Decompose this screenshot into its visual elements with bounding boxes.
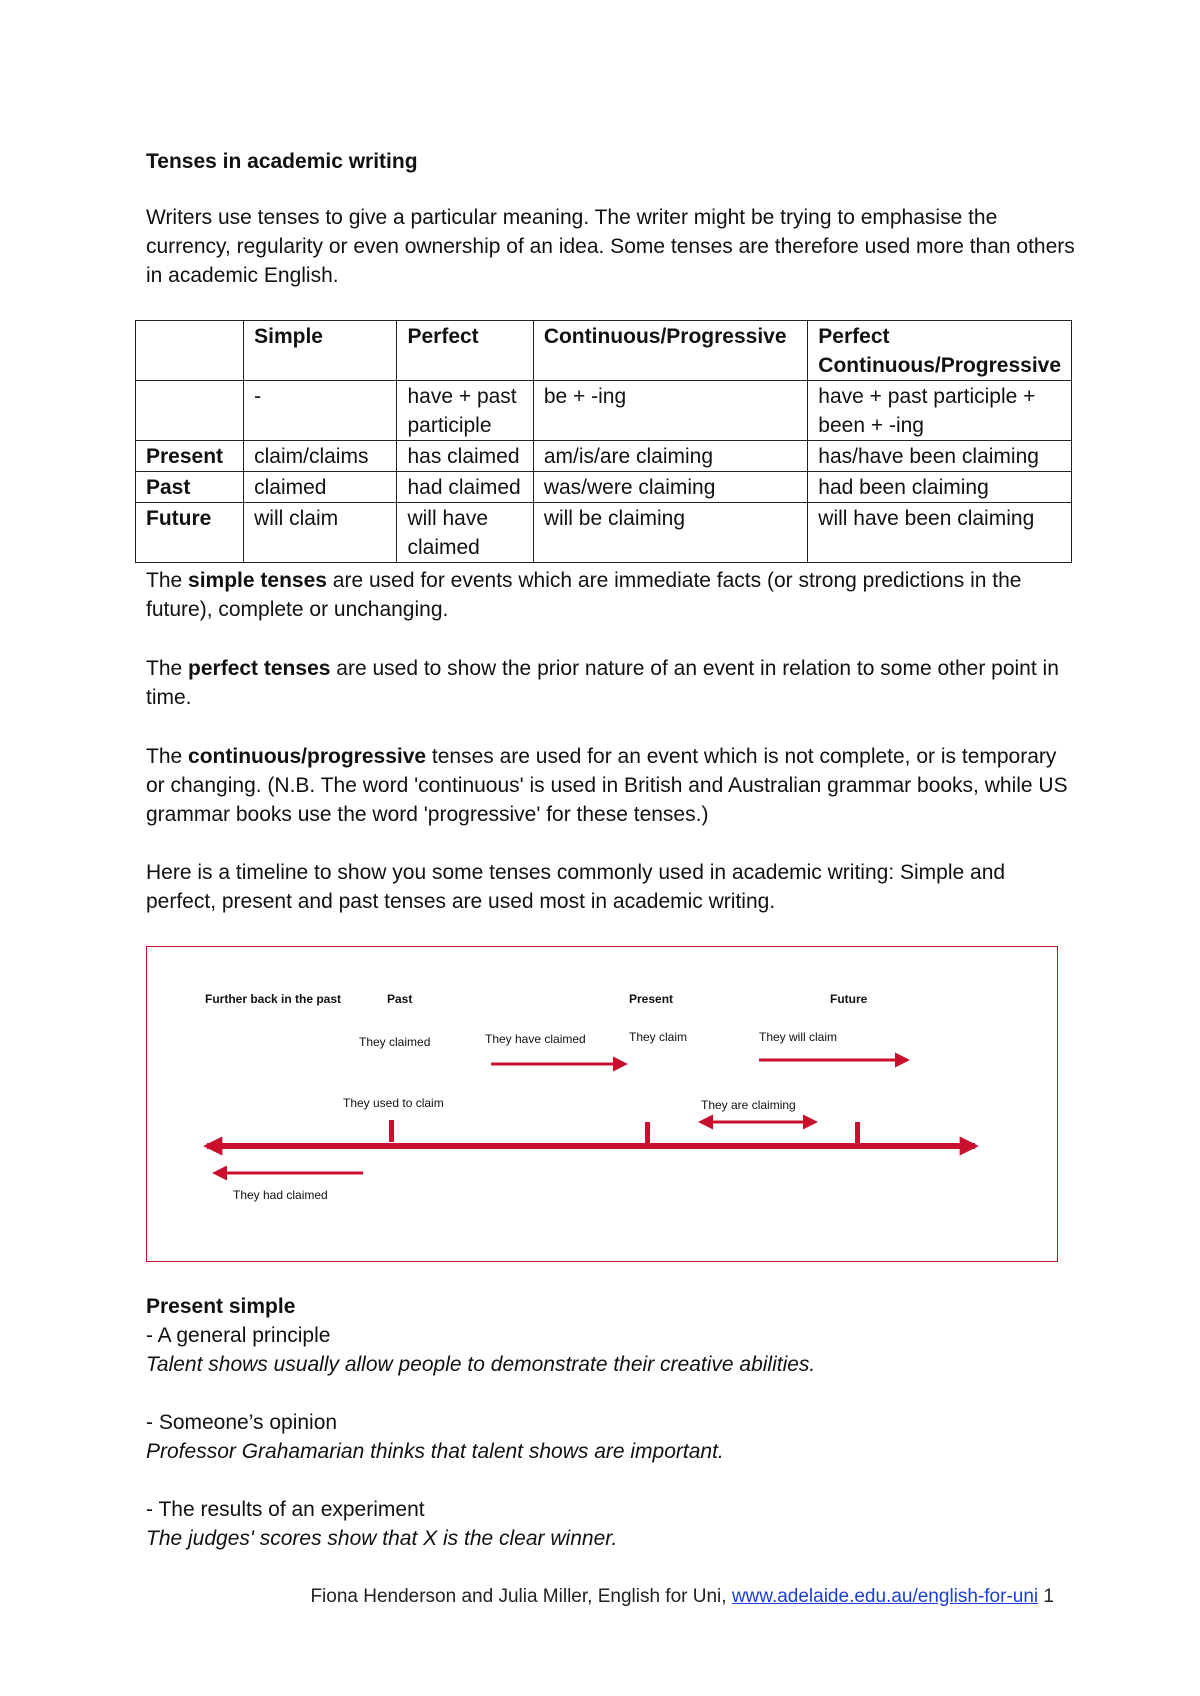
intro-paragraph: Writers use tenses to give a particular meaning. The writer might be trying to emphasise the currency, regularity or even ownership of an idea. Some tenses are therefore used more than others in academic English. bbox=[146, 206, 1075, 287]
table-cell: claimed bbox=[244, 472, 397, 503]
table-cell: will be claiming bbox=[533, 503, 807, 563]
table-row-label: Past bbox=[136, 472, 244, 503]
they-are-claiming-label: They are claiming bbox=[701, 1098, 796, 1112]
footer-text: Fiona Henderson and Julia Miller, English for Uni, bbox=[310, 1586, 732, 1607]
continuous-tenses-paragraph bbox=[146, 742, 1076, 829]
timeline-figure bbox=[146, 946, 1058, 1262]
table-header-cell: Simple bbox=[244, 321, 397, 381]
usage-example: Talent shows usually allow people to demonstrate their creative abilities. bbox=[146, 1353, 816, 1376]
tenses-table bbox=[135, 320, 1072, 563]
perfect-tenses-paragraph bbox=[146, 654, 1076, 712]
further-back-label: Further back in the past bbox=[205, 992, 342, 1006]
they-used-to-claim-label: They used to claim bbox=[343, 1096, 444, 1110]
future-tick-marker bbox=[855, 1122, 860, 1144]
table-header-cell: Continuous/Progressive bbox=[533, 321, 807, 381]
table-cell: has/have been claiming bbox=[808, 441, 1072, 472]
past-tick-marker bbox=[389, 1120, 394, 1142]
table-cell: be + -ing bbox=[533, 381, 807, 441]
usage-point: - A general principle bbox=[146, 1324, 331, 1347]
usage-point: - The results of an experiment bbox=[146, 1498, 425, 1521]
paragraph-text: are used to show the prior nature of an event in relation to some other point in time. bbox=[146, 657, 1059, 709]
timeline-intro-paragraph: Here is a timeline to show you some tenses commonly used in academic writing: Simple and perfect, present and past tenses are used most in academic writing. bbox=[146, 861, 1006, 913]
table-row-label: Present bbox=[136, 441, 244, 472]
table-row bbox=[136, 503, 1072, 563]
future-label: Future bbox=[830, 992, 868, 1006]
table-cell: - bbox=[244, 381, 397, 441]
table-header-row bbox=[136, 321, 1072, 381]
table-cell: will have been claiming bbox=[808, 503, 1072, 563]
they-will-claim-label: They will claim bbox=[759, 1030, 838, 1044]
table-form-row bbox=[136, 381, 1072, 441]
table-header-cell bbox=[136, 321, 244, 381]
usage-example: Professor Grahamarian thinks that talent shows are important. bbox=[146, 1440, 724, 1463]
table-cell: has claimed bbox=[397, 441, 533, 472]
table-row bbox=[136, 472, 1072, 503]
table-cell bbox=[136, 381, 244, 441]
table-cell: will claim bbox=[244, 503, 397, 563]
table-header-cell: Perfect bbox=[397, 321, 533, 381]
past-label: Past bbox=[387, 992, 413, 1006]
they-have-claimed-label: They have claimed bbox=[485, 1032, 586, 1046]
table-cell: claim/claims bbox=[244, 441, 397, 472]
table-cell: am/is/are claiming bbox=[533, 441, 807, 472]
table-cell: have + past participle + been + -ing bbox=[808, 381, 1072, 441]
table-cell: have + past participle bbox=[397, 381, 533, 441]
they-claimed-label: They claimed bbox=[359, 1035, 431, 1049]
paragraph-text: The bbox=[146, 745, 189, 768]
paragraph-bold-term: perfect tenses bbox=[188, 657, 331, 680]
footer-link[interactable]: www.adelaide.edu.au/english-for-uni bbox=[731, 1586, 1039, 1607]
table-header-cell: Perfect Continuous/Progressive bbox=[808, 321, 1072, 381]
paragraph-text: The bbox=[146, 657, 189, 680]
section-heading: Present simple bbox=[146, 1295, 296, 1318]
table-cell: was/were claiming bbox=[533, 472, 807, 503]
paragraph-bold-term: continuous/progressive bbox=[188, 745, 427, 768]
usage-point: - Someone’s opinion bbox=[146, 1411, 338, 1434]
paragraph-text: are used for events which are immediate facts (or strong predictions in the future), complete or unchanging. bbox=[146, 569, 1022, 621]
table-row bbox=[136, 441, 1072, 472]
table-row-label: Future bbox=[136, 503, 244, 563]
paragraph-text: The bbox=[146, 569, 189, 592]
paragraph-text: tenses are used for an event which is not complete, or is temporary or changing. (N.B. The word 'continuous' is used in British and Australian grammar books, while US grammar books use the word 'progressive' for these tenses.) bbox=[146, 745, 1068, 826]
table-cell: had claimed bbox=[397, 472, 533, 503]
present-tick-marker bbox=[645, 1122, 650, 1144]
they-had-claimed-label: They had claimed bbox=[233, 1188, 328, 1202]
page-title: Tenses in academic writing bbox=[146, 150, 418, 173]
table-cell: had been claiming bbox=[808, 472, 1072, 503]
timeline-diagram bbox=[147, 947, 1059, 1263]
table-cell: will have claimed bbox=[397, 503, 533, 563]
present-simple-section bbox=[146, 1292, 1076, 1553]
they-claim-label: They claim bbox=[629, 1030, 688, 1044]
paragraph-bold-term: simple tenses bbox=[188, 569, 327, 592]
present-label: Present bbox=[629, 992, 674, 1006]
usage-example: The judges' scores show that X is the clear winner. bbox=[146, 1527, 618, 1550]
page-number: 1 bbox=[1038, 1586, 1054, 1607]
page-footer bbox=[310, 1582, 1054, 1611]
simple-tenses-paragraph bbox=[146, 566, 1076, 624]
